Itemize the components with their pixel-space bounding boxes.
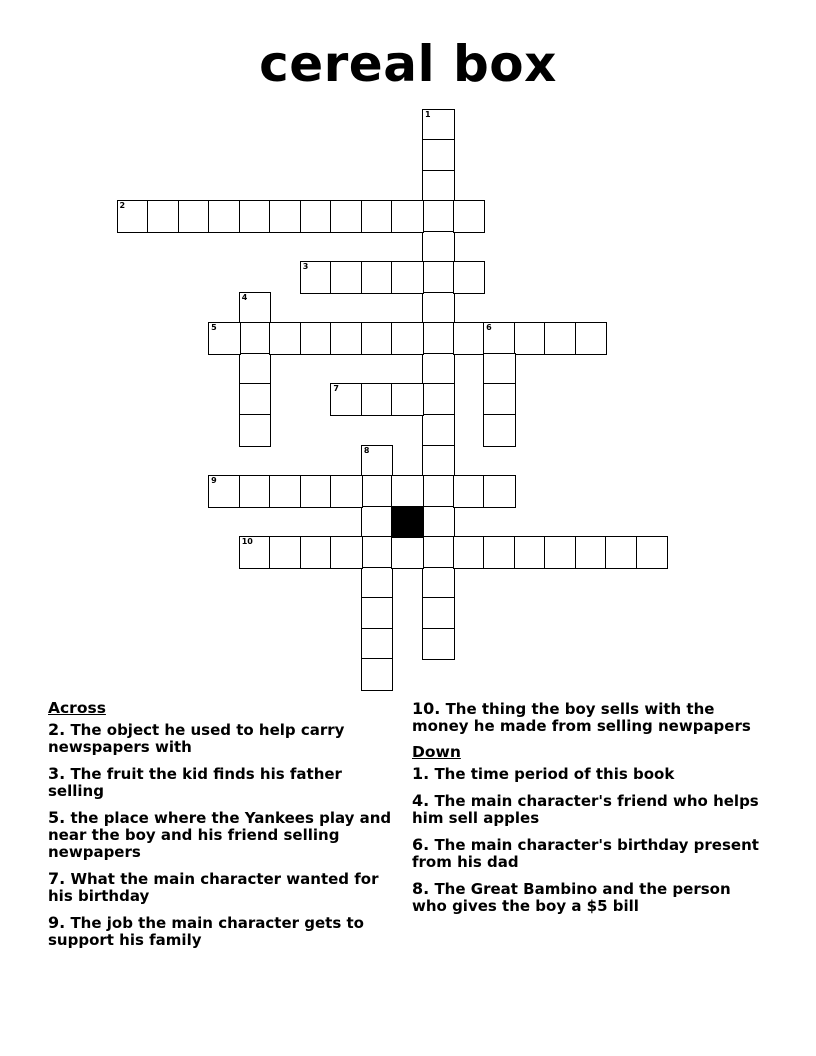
- grid-cell[interactable]: [301, 537, 332, 568]
- grid-cell[interactable]: [423, 598, 454, 629]
- grid-cell[interactable]: [362, 476, 393, 507]
- grid-cell[interactable]: [423, 110, 454, 141]
- grid-cell[interactable]: [331, 201, 362, 232]
- grid-cell[interactable]: [423, 171, 454, 202]
- clues-left-column: [48, 700, 398, 958]
- grid-cell[interactable]: [331, 384, 362, 415]
- clue-text: What the main character wanted for his birthday: [48, 870, 379, 905]
- clue-number: 1.: [412, 764, 430, 783]
- clues-right-column: [412, 700, 762, 924]
- grid-cell[interactable]: [240, 354, 271, 385]
- grid-cell[interactable]: [484, 476, 515, 507]
- grid-cell[interactable]: [209, 323, 240, 354]
- grid-cell[interactable]: [362, 384, 393, 415]
- grid-cell[interactable]: [240, 476, 271, 507]
- grid-cell[interactable]: [301, 323, 332, 354]
- grid-cell[interactable]: [423, 232, 454, 263]
- grid-cell[interactable]: [392, 201, 423, 232]
- clue-number-label: 3: [302, 262, 309, 272]
- grid-cell[interactable]: [454, 323, 485, 354]
- grid-cell[interactable]: [454, 476, 485, 507]
- grid-cell[interactable]: [392, 323, 423, 354]
- grid-cell[interactable]: [301, 201, 332, 232]
- grid-cell[interactable]: [270, 323, 301, 354]
- grid-cell[interactable]: [362, 568, 393, 599]
- grid-cell[interactable]: [637, 537, 668, 568]
- grid-cell[interactable]: [392, 537, 423, 568]
- across-heading: Across: [48, 699, 106, 717]
- clue-text: The object he used to help carry newspapers with: [48, 721, 345, 756]
- grid-cell[interactable]: [423, 323, 454, 354]
- grid-cell[interactable]: [423, 537, 454, 568]
- clue-number-label: 7: [333, 384, 339, 394]
- grid-cell[interactable]: [423, 262, 454, 293]
- grid-cell[interactable]: [331, 476, 362, 507]
- clue-across-2: [48, 721, 398, 756]
- grid-cell[interactable]: [423, 629, 454, 660]
- grid-cell[interactable]: [240, 415, 271, 446]
- grid-cell[interactable]: [606, 537, 637, 568]
- grid-cell[interactable]: [545, 323, 576, 354]
- grid-cell[interactable]: [148, 201, 179, 232]
- grid-cell[interactable]: [423, 140, 454, 171]
- grid-cell[interactable]: [270, 537, 301, 568]
- grid-cell[interactable]: [392, 262, 423, 293]
- grid-cell[interactable]: [270, 201, 301, 232]
- clue-down-6: [412, 836, 762, 871]
- grid-cell[interactable]: [331, 323, 362, 354]
- grid-cell[interactable]: [423, 507, 454, 538]
- clue-text: the place where the Yankees play and near the boy and his friend selling newpapers: [48, 809, 392, 861]
- clue-across-10: [412, 700, 762, 735]
- clue-number-label: 4: [241, 292, 248, 302]
- grid-cell[interactable]: [515, 537, 546, 568]
- clue-number: 5.: [48, 808, 66, 827]
- grid-cell[interactable]: [362, 201, 393, 232]
- clue-across-7: [48, 870, 398, 905]
- clue-number: 4.: [412, 791, 430, 810]
- clue-down-8: [412, 880, 762, 915]
- grid-cell[interactable]: [423, 568, 454, 599]
- grid-cell[interactable]: [362, 598, 393, 629]
- grid-cell[interactable]: [301, 262, 332, 293]
- clue-text: The fruit the kid finds his father selling: [48, 765, 342, 800]
- grid-cell[interactable]: [362, 446, 393, 477]
- clue-text: The main character's birthday present from his dad: [412, 836, 759, 871]
- page-title: cereal box: [259, 35, 557, 93]
- grid-cell[interactable]: [423, 354, 454, 385]
- grid-cell[interactable]: [423, 293, 454, 324]
- grid-cell[interactable]: [392, 384, 423, 415]
- grid-cell[interactable]: [240, 201, 271, 232]
- grid-cell[interactable]: [484, 384, 515, 415]
- grid-cell[interactable]: [362, 537, 393, 568]
- grid-cell[interactable]: [240, 293, 271, 324]
- grid-cell[interactable]: [576, 323, 607, 354]
- grid-cell[interactable]: [301, 476, 332, 507]
- grid-cell[interactable]: [362, 262, 393, 293]
- grid-cell[interactable]: [515, 323, 546, 354]
- grid-cell[interactable]: [454, 262, 485, 293]
- grid-cell[interactable]: [545, 537, 576, 568]
- black-square: [392, 507, 423, 538]
- clue-number: 6.: [412, 835, 430, 854]
- clue-number: 3.: [48, 764, 66, 783]
- clue-text: The job the main character gets to support his family: [48, 914, 364, 949]
- clue-text: The main character's friend who helps him sell apples: [412, 792, 759, 827]
- clue-number-label: 2: [119, 201, 126, 211]
- grid-cell[interactable]: [331, 262, 362, 293]
- clue-across-9: [48, 914, 398, 949]
- grid-cell[interactable]: [362, 629, 393, 660]
- grid-cell[interactable]: [240, 537, 271, 568]
- clue-number-label: 8: [363, 445, 370, 455]
- clue-number-label: 5: [211, 323, 217, 333]
- grid-cell[interactable]: [454, 201, 485, 232]
- grid-cell[interactable]: [484, 415, 515, 446]
- clue-number-label: 1: [425, 109, 431, 119]
- grid-cell[interactable]: [576, 537, 607, 568]
- grid-cell[interactable]: [454, 537, 485, 568]
- clue-down-4: [412, 792, 762, 827]
- clue-text: The thing the boy sells with the money he made from selling newpapers: [412, 700, 751, 735]
- grid-cell[interactable]: [362, 507, 393, 538]
- grid-cell[interactable]: [240, 384, 271, 415]
- grid-cell[interactable]: [484, 323, 515, 354]
- clue-number-label: 10: [241, 537, 253, 547]
- grid-cell[interactable]: [362, 659, 393, 690]
- grid-cell[interactable]: [423, 476, 454, 507]
- grid-cell[interactable]: [423, 415, 454, 446]
- clue-down-1: [412, 765, 762, 783]
- clue-text: The Great Bambino and the person who gives the boy a $5 bill: [412, 880, 731, 915]
- down-heading: Down: [412, 743, 461, 761]
- grid-cell[interactable]: [423, 446, 454, 477]
- grid-cell[interactable]: [118, 201, 149, 232]
- clue-number: 8.: [412, 879, 430, 898]
- grid-cell[interactable]: [270, 476, 301, 507]
- grid-cell[interactable]: [209, 476, 240, 507]
- clue-number: 10.: [412, 699, 441, 718]
- clue-number: 9.: [48, 913, 66, 932]
- clue-text: The time period of this book: [434, 765, 675, 783]
- clue-across-5: [48, 809, 398, 861]
- clue-number: 7.: [48, 869, 66, 888]
- grid-cell[interactable]: [423, 201, 454, 232]
- grid-cell[interactable]: [484, 354, 515, 385]
- grid-cell[interactable]: [423, 384, 454, 415]
- grid-cell[interactable]: [209, 201, 240, 232]
- clue-number-label: 9: [211, 476, 217, 486]
- grid-cell[interactable]: [392, 476, 423, 507]
- grid-cell[interactable]: [179, 201, 210, 232]
- grid-cell[interactable]: [240, 323, 271, 354]
- grid-cell[interactable]: [362, 323, 393, 354]
- grid-cell[interactable]: [484, 537, 515, 568]
- clue-number-label: 6: [486, 323, 492, 333]
- clue-across-3: [48, 765, 398, 800]
- clue-number: 2.: [48, 720, 66, 739]
- grid-cell[interactable]: [331, 537, 362, 568]
